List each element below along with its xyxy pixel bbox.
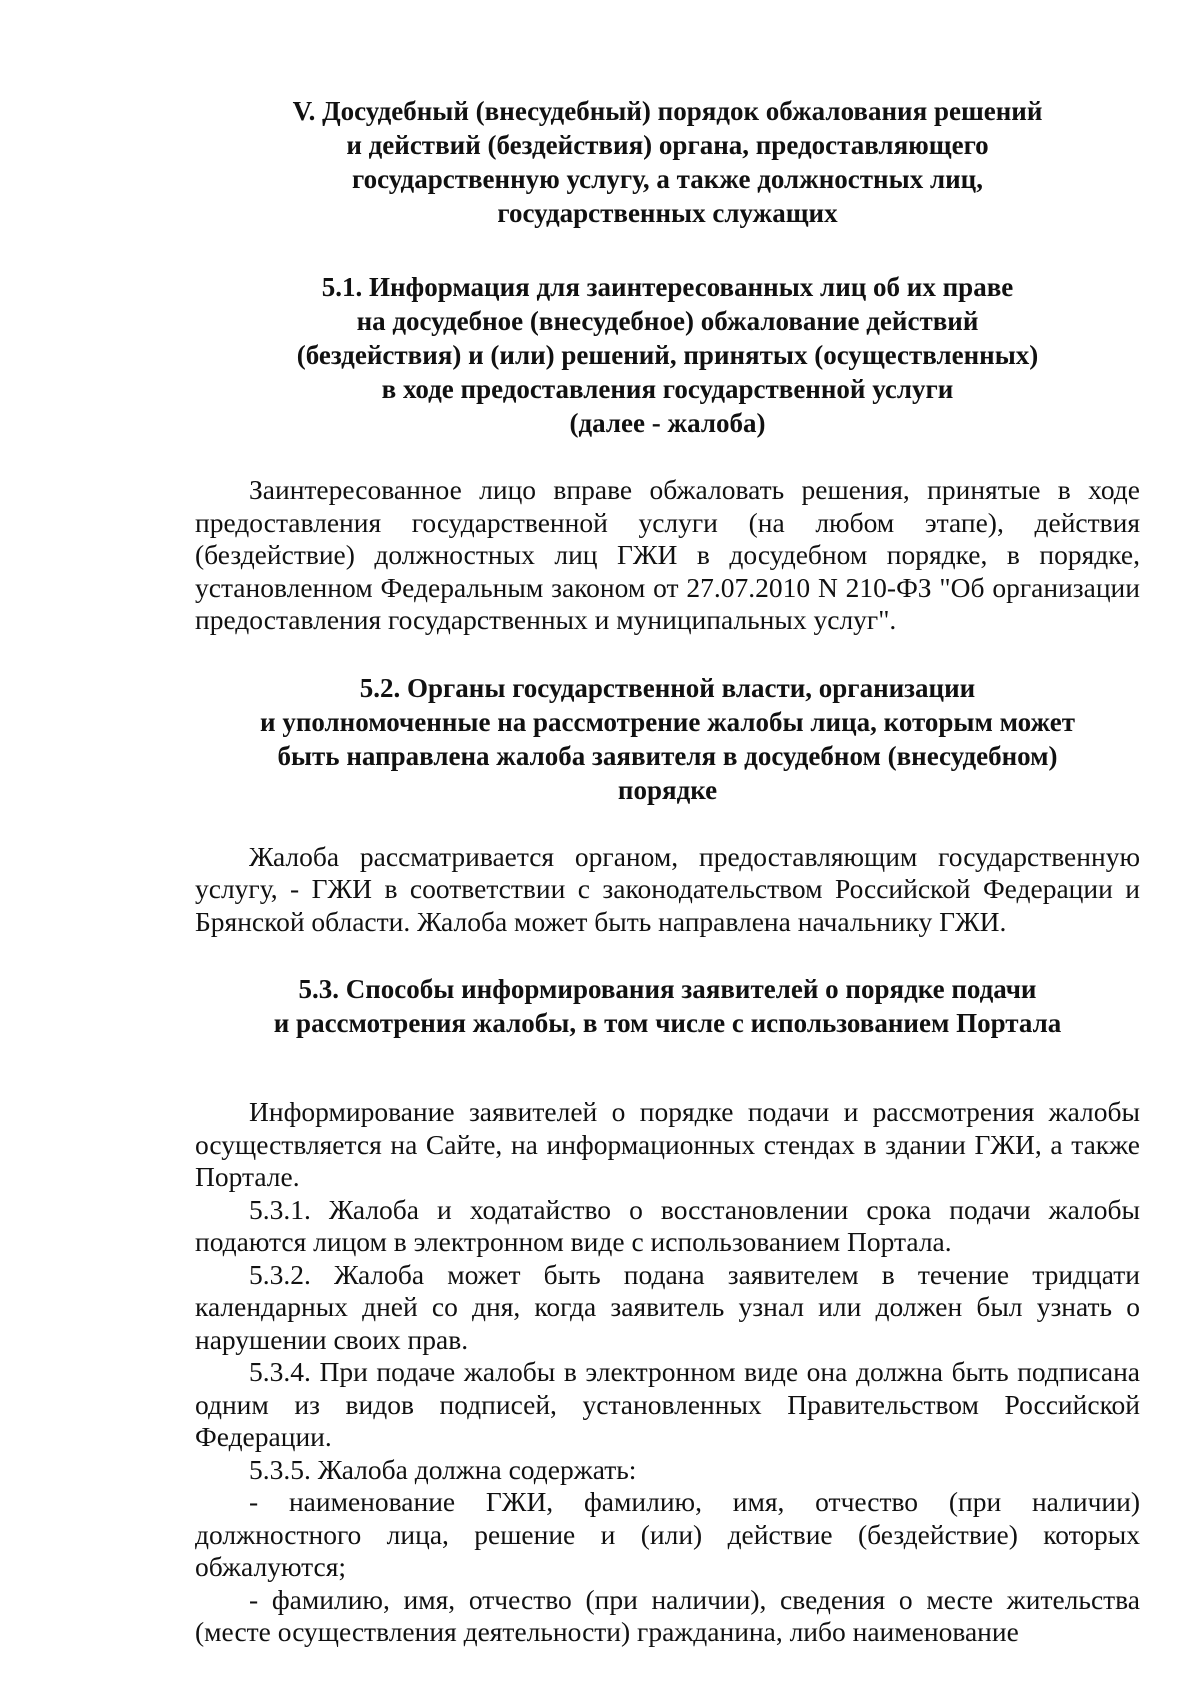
- section-5-3-5-paragraph: 5.3.5. Жалоба должна содержать:: [249, 1453, 637, 1485]
- chapter-title-line: V. Досудебный (внесудебный) порядок обжалования решений: [292, 96, 1043, 126]
- section-title-line: и рассмотрения жалобы, в том числе с использованием Портала: [273, 1008, 1062, 1038]
- section-title-line: порядке: [617, 774, 718, 805]
- section-5-1-title: [195, 270, 1140, 440]
- section-5-2-text: Жалоба рассматривается органом, предоставляющим государственную услугу, - ГЖИ в соответствии с законодательством Российской Федерации и Брянской области. Жалоба может быть направлена начальнику ГЖИ.: [195, 840, 1140, 937]
- spacer: [195, 938, 1140, 972]
- spacer: [195, 230, 1140, 270]
- list-item: - наименование ГЖИ, фамилию, имя, отчество (при наличии) должностного лица, решение и (или) действие (бездействие) которых обжалуются;: [195, 1486, 1140, 1582]
- section-title-line: (далее - жалоба): [569, 408, 766, 438]
- section-5-3-4-paragraph: 5.3.4. При подаче жалобы в электронном виде она должна быть подписана одним из видов подписей, установленных Правительством Российской Федерации.: [195, 1356, 1140, 1452]
- spacer: [195, 440, 1140, 474]
- section-5-1-text: Заинтересованное лицо вправе обжаловать решения, принятые в ходе предоставления государственной услуги (на любом этапе), действия (бездействие) должностных лиц ГЖИ в досудебном порядке, в порядке, установленном Федеральным законом от 27.07.2010 N 210-ФЗ "Об организации предоставления государственных и муниципальных услуг".: [195, 474, 1140, 635]
- section-title-line: 5.1. Информация для заинтересованных лиц об их праве: [321, 272, 1014, 302]
- spacer: [195, 637, 1140, 671]
- chapter-title-line: и действий (бездействия) органа, предоставляющего: [346, 130, 989, 160]
- chapter-title: [195, 94, 1140, 230]
- section-title-line: 5.3. Способы информирования заявителей о порядке подачи: [298, 974, 1037, 1004]
- chapter-title-line: государственных служащих: [497, 198, 838, 228]
- spacer: [195, 807, 1140, 841]
- section-title-line: на досудебное (внесудебное) обжалование действий: [356, 306, 979, 336]
- list-item: - фамилию, имя, отчество (при наличии), сведения о месте жительства (месте осуществления деятельности) гражданина, либо наименование: [195, 1583, 1140, 1647]
- section-title-line: в ходе предоставления государственной услуги: [381, 374, 954, 404]
- chapter-title-line: государственную услугу, а также должностных лиц,: [352, 164, 983, 194]
- section-5-3-paragraph: Информирование заявителей о порядке подачи и рассмотрения жалобы осуществляется на Сайте, на информационных стендах в здании ГЖИ, а также Портале.: [195, 1096, 1140, 1192]
- section-title-line: 5.2. Органы государственной власти, организации: [359, 672, 976, 703]
- spacer: [195, 1040, 1140, 1096]
- section-title-line: (бездействия) и (или) решений, принятых (осуществленных): [296, 340, 1039, 370]
- section-5-3-title: [195, 972, 1140, 1040]
- section-5-3-1-paragraph: 5.3.1. Жалоба и ходатайство о восстановлении срока подачи жалобы подаются лицом в электронном виде с использованием Портала.: [195, 1193, 1140, 1257]
- section-title-line: и уполномоченные на рассмотрение жалобы лица, которым может: [260, 706, 1075, 737]
- section-5-3-2-paragraph: 5.3.2. Жалоба может быть подана заявителем в течение тридцати календарных дней со дня, когда заявитель узнал или должен был узнать о нарушении своих прав.: [195, 1258, 1140, 1355]
- section-title-line: быть направлена жалоба заявителя в досудебном (внесудебном): [277, 740, 1058, 771]
- section-5-2-title: [195, 671, 1140, 807]
